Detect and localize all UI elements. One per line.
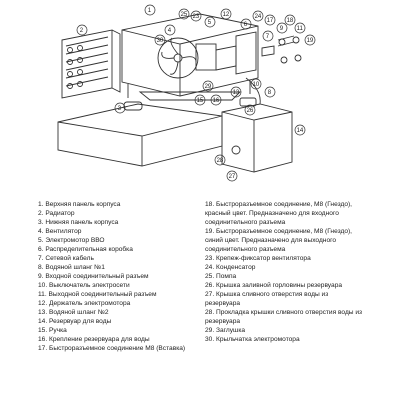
callout-14 bbox=[295, 125, 305, 135]
svg-text:28: 28 bbox=[216, 158, 224, 164]
legend-item: 1. Верхняя панель корпуса bbox=[38, 201, 121, 208]
callout-5 bbox=[205, 17, 215, 27]
legend-item: 6. Распределительная коробка bbox=[38, 246, 133, 253]
callout-17 bbox=[265, 15, 275, 25]
legend-item: 25. Помпа bbox=[205, 273, 237, 280]
svg-text:24: 24 bbox=[254, 14, 262, 20]
svg-text:11: 11 bbox=[296, 26, 303, 32]
legend-item: 2. Радиатор bbox=[38, 210, 75, 217]
legend-item: 17. Быстроразъемное соединение M8 (Вставка) bbox=[38, 345, 186, 352]
callout-10 bbox=[251, 79, 261, 89]
callout-19 bbox=[305, 35, 315, 45]
svg-text:15: 15 bbox=[196, 98, 204, 104]
legend-item: 7. Сетевой кабель bbox=[38, 255, 94, 262]
svg-text:13: 13 bbox=[232, 90, 240, 96]
svg-text:2: 2 bbox=[79, 28, 84, 34]
legend-item: 23. Крепеж-фиксатор вентилятора bbox=[205, 255, 311, 262]
callout-29 bbox=[203, 81, 213, 91]
callout-28 bbox=[215, 155, 225, 165]
callout-11 bbox=[295, 23, 305, 33]
callout-25 bbox=[179, 9, 189, 19]
svg-text:12: 12 bbox=[222, 12, 230, 18]
callout-2 bbox=[77, 25, 87, 35]
legend-item: 12. Держатель электромотора bbox=[38, 300, 131, 307]
svg-text:26: 26 bbox=[246, 108, 254, 114]
svg-text:19: 19 bbox=[306, 38, 314, 44]
svg-text:23: 23 bbox=[192, 14, 200, 20]
svg-text:30: 30 bbox=[156, 38, 164, 44]
svg-text:27: 27 bbox=[228, 174, 236, 180]
legend-item: 14. Резервуар для воды bbox=[38, 318, 112, 325]
quick-connectors-drawing bbox=[278, 36, 301, 63]
water-tank-drawing bbox=[222, 98, 292, 172]
svg-text:25: 25 bbox=[180, 12, 188, 18]
svg-text:10: 10 bbox=[252, 82, 260, 88]
radiator-drawing bbox=[62, 30, 120, 98]
callout-4 bbox=[165, 25, 175, 35]
legend-item: 4. Вентилятор bbox=[38, 228, 82, 235]
callout-7 bbox=[263, 31, 273, 41]
callout-9 bbox=[277, 23, 287, 33]
callout-23 bbox=[191, 11, 201, 21]
callout-27 bbox=[227, 171, 237, 181]
callout-12 bbox=[221, 9, 231, 19]
legend-item: 3. Нижняя панель корпуса bbox=[38, 219, 119, 226]
legend-item: 28. Прокладка крышки сливного отверстия воды из резервуара bbox=[205, 309, 363, 325]
svg-text:16: 16 bbox=[212, 98, 220, 104]
legend-item: 27. Крышка сливного отверстия воды из резервуара bbox=[205, 291, 329, 307]
base-panel-drawing bbox=[58, 102, 222, 166]
fan-drawing bbox=[158, 38, 236, 78]
svg-text:29: 29 bbox=[204, 84, 212, 90]
svg-text:4: 4 bbox=[167, 28, 172, 34]
legend-item: 15. Ручка bbox=[38, 327, 67, 334]
legend-item: 13. Водяной шланг №2 bbox=[38, 309, 109, 316]
svg-text:14: 14 bbox=[296, 128, 304, 134]
legend-item: 29. Заглушка bbox=[205, 327, 246, 334]
parts-legend-left bbox=[38, 200, 198, 353]
callout-3 bbox=[115, 103, 125, 113]
callout-18 bbox=[285, 15, 295, 25]
svg-text:1: 1 bbox=[147, 8, 152, 14]
legend-item: 24. Конденсатор bbox=[205, 264, 256, 271]
svg-text:5: 5 bbox=[207, 20, 212, 26]
svg-text:9: 9 bbox=[279, 26, 284, 32]
legend-item: 9. Входной соединительный разъем bbox=[38, 273, 149, 280]
svg-text:7: 7 bbox=[265, 34, 270, 40]
svg-text:8: 8 bbox=[267, 90, 272, 96]
callout-8 bbox=[265, 87, 275, 97]
svg-text:18: 18 bbox=[286, 18, 294, 24]
legend-item: 19. Быстроразъемное соединение, M8 (Гнездо), синий цвет. Предназначено для выходного соединительного разъема bbox=[205, 228, 353, 253]
svg-text:3: 3 bbox=[117, 106, 122, 112]
parts-legend-right bbox=[205, 200, 365, 344]
legend-item: 30. Крыльчатка электромотора bbox=[205, 336, 300, 343]
exploded-diagram bbox=[0, 0, 400, 190]
legend-item: 18. Быстроразъемное соединение, M8 (Гнездо), красный цвет. Предназначено для входного соединительного разъема bbox=[205, 201, 353, 226]
callout-24 bbox=[253, 11, 263, 21]
legend-item: 26. Крышка заливной горловины резервуара bbox=[205, 282, 343, 289]
svg-text:17: 17 bbox=[266, 18, 274, 24]
legend-item: 16. Крепление резервуара для воды bbox=[38, 336, 150, 343]
legend-item: 5. Электромотор ВВО bbox=[38, 237, 105, 244]
svg-text:6: 6 bbox=[243, 22, 248, 28]
legend-item: 11. Выходной соединительный разъем bbox=[38, 291, 157, 298]
callout-1 bbox=[145, 5, 155, 15]
legend-item: 10. Выключатель электросети bbox=[38, 282, 130, 289]
legend-item: 8. Водяной шланг №1 bbox=[38, 264, 105, 271]
